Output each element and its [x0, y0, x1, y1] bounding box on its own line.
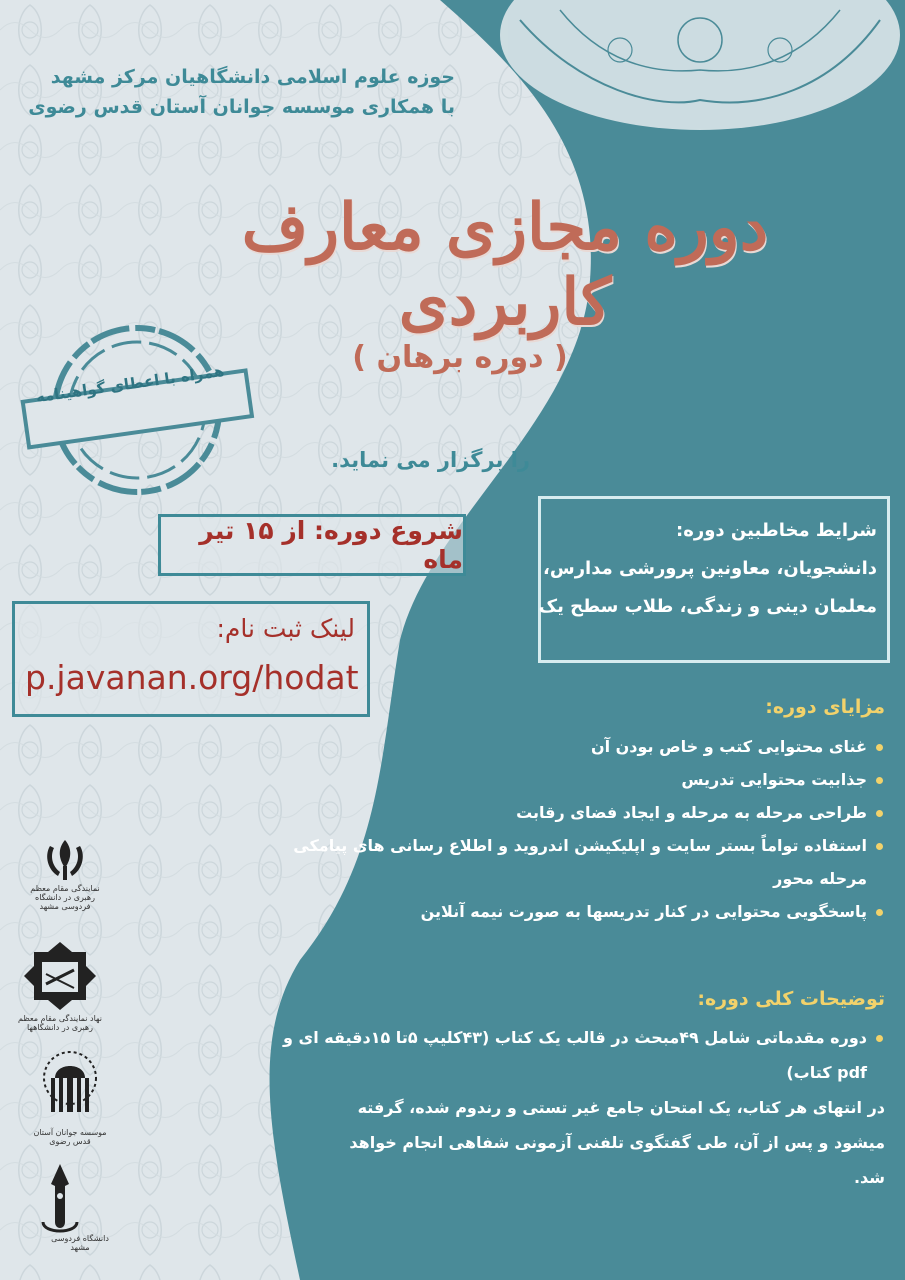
start-date: شروع دوره: از ۱۵ تیر ماه: [199, 516, 463, 574]
start-date-box: [158, 514, 466, 576]
logo4-caption: دانشگاه فردوسی مشهد: [51, 1234, 109, 1252]
registration-box: [12, 601, 370, 717]
emblem-logo: [20, 838, 110, 928]
audience-section: [427, 512, 877, 626]
list-item: پاسخگویی محتوایی در کنار تدریسها به صورت نیمه آنلاین: [285, 895, 885, 928]
astan-logo: [25, 1048, 115, 1148]
emblem-icon: [40, 838, 90, 882]
logo1-caption: نمایندگی مقام معظم رهبری در دانشگاه فردوسی مشهد: [30, 884, 100, 911]
certificate-stamp: [20, 318, 255, 503]
audience-heading: شرایط مخاطبین دوره:: [676, 520, 877, 541]
logo2-caption: نهاد نمایندگی مقام معظم رهبری در دانشگاهها: [18, 1014, 102, 1032]
advantages-list: [285, 730, 885, 928]
description-paragraph: در انتهای هر کتاب، یک امتحان جامع غیر تستی و رندوم شده، گرفته میشود و پس از آن، طی گفتگوی تلفنی آزمونی شفاهی انجام خواهد شد.: [349, 1098, 885, 1187]
ferdowsi-logo: [25, 1162, 115, 1262]
pen-icon: [35, 1162, 85, 1236]
description-heading: توضیحات کلی دوره:: [697, 988, 885, 1010]
page-subtitle: ( دوره برهان ): [352, 340, 568, 375]
organizer: [15, 62, 455, 122]
stamp-text: همراه با اعطای گواهینامه: [34, 361, 226, 407]
advantages-heading: مزایای دوره:: [765, 696, 885, 718]
audience-line1: دانشجویان، معاونین پرورشی مدارس،: [543, 558, 877, 579]
page-title: دوره مجازی معارف کاربردی: [241, 190, 769, 340]
list-item: جذابیت محتوایی تدریس: [285, 763, 885, 796]
holds-text: را برگزار می نماید.: [331, 448, 530, 472]
registration-link[interactable]: p.javanan.org/hodat: [25, 658, 359, 697]
organizer-line2: با همکاری موسسه جوانان آستان قدس رضوی: [28, 96, 455, 118]
audience-line2: معلمان دینی و زندگی، طلاب سطح یک: [538, 596, 877, 617]
description: [265, 1020, 885, 1195]
list-item: طراحی مرحله به مرحله و ایجاد فضای رقابت: [285, 796, 885, 829]
registration-label: لینک ثبت نام:: [216, 614, 355, 643]
organizer-line1: حوزه علوم اسلامی دانشگاهیان مرکز مشهد: [50, 66, 455, 88]
list-item: غنای محتوایی کتب و خاص بودن آن: [285, 730, 885, 763]
description-bullet: دوره مقدماتی شامل ۴۹مبحث در قالب یک کتاب (۴۳کلیپ ۵تا ۱۵دقیقه ای و pdf کتاب): [265, 1020, 885, 1090]
mosque-logo: [15, 940, 105, 1040]
list-item: استفاده تواماً بستر سایت و اپلیکیشن اندروید و اطلاع رسانی های پیامکی مرحله محور: [285, 829, 885, 895]
mosque-icon: [20, 940, 100, 1012]
logo3-caption: موسسه جوانان آستان قدس رضوی: [33, 1128, 107, 1146]
shrine-icon: [35, 1048, 105, 1122]
